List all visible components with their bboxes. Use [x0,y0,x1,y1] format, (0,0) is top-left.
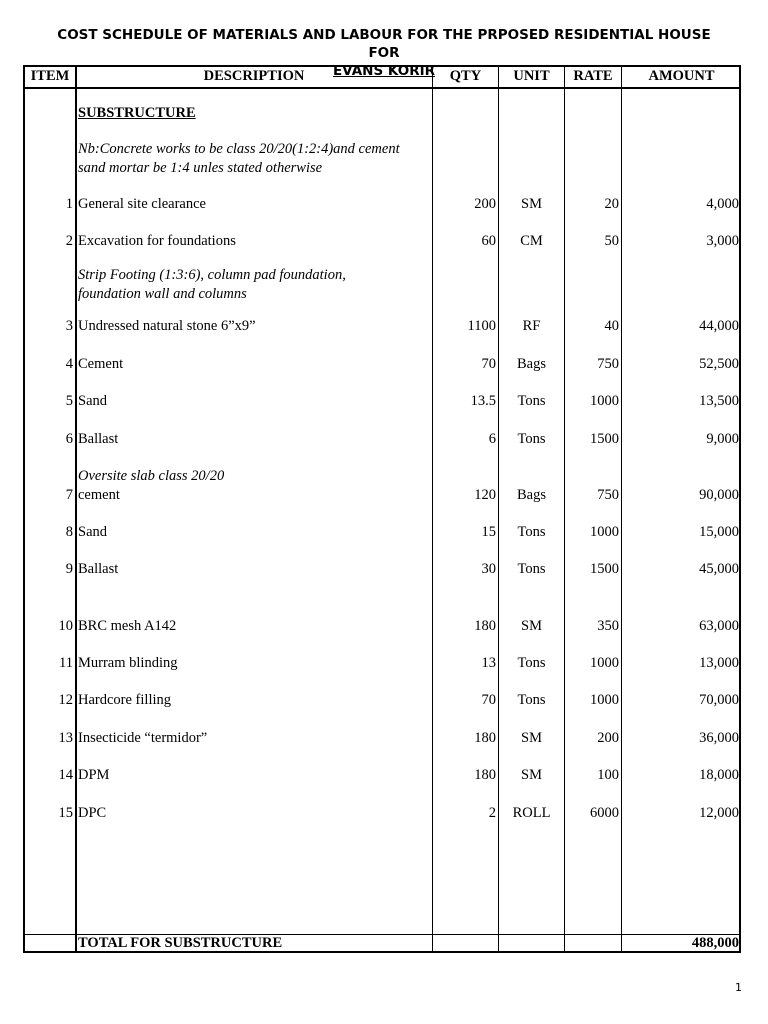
concrete-note-line-2: sand mortar be 1:4 unles stated otherwise [78,160,323,176]
row-item: 7 [65,487,73,503]
header-divider [25,87,739,89]
row-unit: SM [521,196,542,212]
header-amount: AMOUNT [648,68,715,84]
total-label: TOTAL FOR SUBSTRUCTURE [78,935,283,951]
row-item: 2 [65,233,73,249]
row-rate: 1000 [590,692,619,708]
row-item: 6 [65,431,73,447]
row-rate: 200 [597,730,619,746]
strip-footing-note-line-1: Strip Footing (1:3:6), column pad foundation, [78,267,346,283]
row-description: General site clearance [78,196,206,212]
row-amount: 4,000 [706,196,739,212]
title-line-1: COST SCHEDULE OF MATERIALS AND LABOUR FOR THE PRPOSED RESIDENTIAL HOUSE FOR [57,27,711,61]
row-qty: 200 [474,196,496,212]
row-unit: Bags [517,487,546,503]
row-amount: 13,500 [699,393,739,409]
row-amount: 12,000 [699,805,739,821]
row-description: Undressed natural stone 6”x9” [78,318,256,334]
row-amount: 36,000 [699,730,739,746]
row-unit: CM [520,233,543,249]
cost-schedule-table [23,65,741,953]
row-item: 15 [58,805,73,821]
row-unit: Bags [517,356,546,372]
row-qty: 180 [474,767,496,783]
row-amount: 15,000 [699,524,739,540]
row-rate: 1000 [590,655,619,671]
row-rate: 1500 [590,431,619,447]
header-unit: UNIT [513,68,550,84]
row-rate: 750 [597,487,619,503]
row-rate: 1500 [590,561,619,577]
row-description: Ballast [78,431,119,447]
row-amount: 44,000 [699,318,739,334]
row-rate: 20 [604,196,619,212]
row-unit: SM [521,730,542,746]
row-item: 3 [65,318,73,334]
row-item: 12 [58,692,73,708]
row-description: cement [78,487,120,503]
row-item: 1 [65,196,73,212]
header-item: ITEM [30,68,70,84]
row-description: Ballast [78,561,119,577]
row-amount: 18,000 [699,767,739,783]
row-qty: 120 [474,487,496,503]
total-amount: 488,000 [691,935,739,951]
row-qty: 180 [474,618,496,634]
row-description: DPM [78,767,110,783]
row-amount: 63,000 [699,618,739,634]
header-qty: QTY [449,68,482,84]
row-rate: 40 [604,318,619,334]
concrete-note-line-1: Nb:Concrete works to be class 20/20(1:2:4)and cement [78,141,400,157]
strip-footing-note-line-2: foundation wall and columns [78,286,247,302]
row-rate: 1000 [590,393,619,409]
header-rate: RATE [573,68,613,84]
section-heading: SUBSTRUCTURE [78,105,196,121]
row-amount: 90,000 [699,487,739,503]
row-rate: 750 [597,356,619,372]
row-item: 8 [65,524,73,540]
row-description: Sand [78,393,107,409]
row-item: 14 [58,767,73,783]
row-qty: 70 [481,356,496,372]
row-description: Cement [78,356,124,372]
row-unit: Tons [517,655,546,671]
row-qty: 30 [481,561,496,577]
oversite-slab-note: Oversite slab class 20/20 [78,468,225,484]
header-description: DESCRIPTION [203,68,305,84]
row-unit: Tons [517,561,546,577]
row-qty: 1100 [467,318,496,334]
row-unit: RF [522,318,541,334]
title-line-2: EVANS KORIR [332,63,436,79]
row-qty: 2 [488,805,496,821]
row-unit: ROLL [512,805,551,821]
col-divider [75,67,77,951]
row-qty: 60 [481,233,496,249]
row-rate: 100 [597,767,619,783]
row-qty: 13 [481,655,496,671]
row-unit: Tons [517,524,546,540]
row-item: 5 [65,393,73,409]
row-amount: 13,000 [699,655,739,671]
row-qty: 15 [481,524,496,540]
row-qty: 180 [474,730,496,746]
row-item: 13 [58,730,73,746]
row-item: 9 [65,561,73,577]
row-unit: SM [521,618,542,634]
row-qty: 6 [488,431,496,447]
row-description: BRC mesh A142 [78,618,177,634]
page-number: 1 [735,981,742,994]
row-item: 10 [58,618,73,634]
row-unit: SM [521,767,542,783]
row-unit: Tons [517,393,546,409]
row-qty: 13.5 [470,393,496,409]
row-rate: 1000 [590,524,619,540]
row-amount: 45,000 [699,561,739,577]
row-description: DPC [78,805,107,821]
row-unit: Tons [517,431,546,447]
row-description: Excavation for foundations [78,233,236,249]
row-item: 4 [65,356,73,372]
row-description: Murram blinding [78,655,178,671]
row-amount: 3,000 [706,233,739,249]
row-amount: 9,000 [706,431,739,447]
row-qty: 70 [481,692,496,708]
row-description: Insecticide “termidor” [78,730,208,746]
row-amount: 52,500 [699,356,739,372]
row-description: Sand [78,524,107,540]
row-description: Hardcore filling [78,692,172,708]
row-rate: 6000 [590,805,619,821]
row-rate: 350 [597,618,619,634]
row-unit: Tons [517,692,546,708]
row-item: 11 [59,655,73,671]
row-rate: 50 [604,233,619,249]
row-amount: 70,000 [699,692,739,708]
